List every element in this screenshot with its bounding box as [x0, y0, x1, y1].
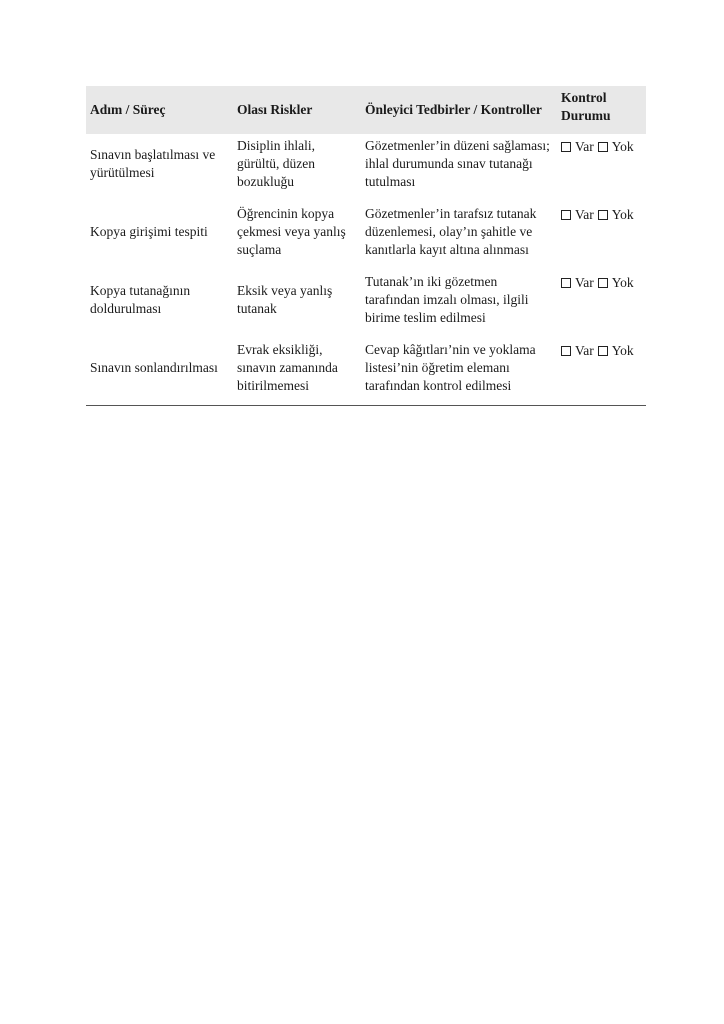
checkbox-var[interactable]	[561, 142, 571, 152]
checkbox-yok[interactable]	[598, 278, 608, 288]
measures-cell: Gözetmenler’in düzeni sağlaması; ihlal durumunda sınav tutanağı tutulması	[365, 138, 550, 189]
risks-cell: Öğrencinin kopya çekmesi veya yanlış suçlama	[237, 206, 346, 257]
status-cell	[558, 270, 646, 338]
status-cell	[558, 202, 646, 270]
header-risks: Olası Riskler	[237, 102, 313, 117]
table-row	[86, 270, 646, 338]
table-row	[86, 338, 646, 406]
option-yok-label: Yok	[611, 207, 634, 222]
option-yok-label: Yok	[611, 343, 634, 358]
step-cell: Kopya tutanağının doldurulması	[90, 283, 191, 316]
header-status: Kontrol Durumu	[561, 90, 611, 123]
header-step: Adım / Süreç	[90, 102, 166, 117]
checkbox-var[interactable]	[561, 278, 571, 288]
checkbox-var[interactable]	[561, 210, 571, 220]
option-yok-label: Yok	[611, 139, 634, 154]
header-row	[86, 86, 646, 134]
measures-cell: Tutanak’ın iki gözetmen tarafından imzalı olması, ilgili birime teslim edilmesi	[365, 274, 529, 325]
option-var-label: Var	[575, 343, 594, 358]
option-var-label: Var	[575, 207, 594, 222]
checkbox-yok[interactable]	[598, 142, 608, 152]
option-var-label: Var	[575, 139, 594, 154]
risk-control-table	[86, 86, 646, 406]
header-measures: Önleyici Tedbirler / Kontroller	[365, 102, 542, 117]
step-cell: Sınavın başlatılması ve yürütülmesi	[90, 147, 216, 180]
measures-cell: Cevap kâğıtları’nin ve yoklama listesi’nin öğretim elemanı tarafından kontrol edilmesi	[365, 342, 536, 393]
checkbox-yok[interactable]	[598, 346, 608, 356]
table-row	[86, 202, 646, 270]
risks-cell: Eksik veya yanlış tutanak	[237, 283, 333, 316]
risks-cell: Disiplin ihlali, gürültü, düzen bozukluğu	[237, 138, 316, 189]
checkbox-yok[interactable]	[598, 210, 608, 220]
measures-cell: Gözetmenler’in tarafsız tutanak düzenlemesi, olay’ın şahitle ve kanıtlarla kayıt altına alınması	[365, 206, 537, 257]
status-cell	[558, 134, 646, 202]
option-yok-label: Yok	[611, 275, 634, 290]
option-var-label: Var	[575, 275, 594, 290]
table-body	[86, 134, 646, 406]
checkbox-var[interactable]	[561, 346, 571, 356]
table-row	[86, 134, 646, 202]
step-cell: Sınavın sonlandırılması	[90, 360, 218, 375]
table-header	[86, 86, 646, 134]
status-cell	[558, 338, 646, 406]
risks-cell: Evrak eksikliği, sınavın zamanında bitirilmemesi	[237, 342, 338, 393]
step-cell: Kopya girişimi tespiti	[90, 224, 208, 239]
